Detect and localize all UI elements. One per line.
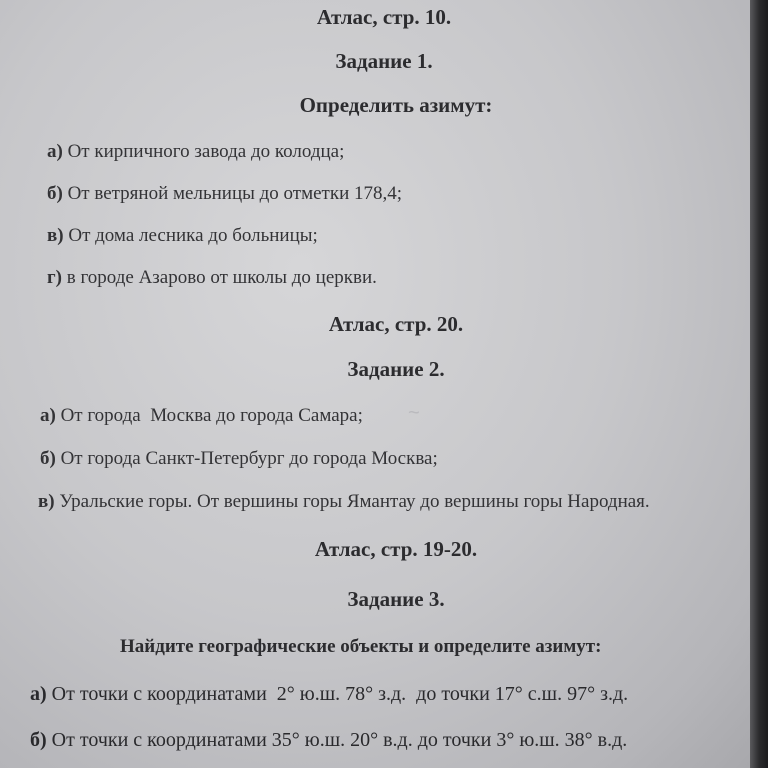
section1-item-a	[47, 141, 344, 163]
item-text: От города Санкт-Петербург до города Москва;	[55, 448, 438, 469]
section3-task-heading: Задание 3.	[347, 587, 445, 611]
section2-item-b	[40, 448, 438, 470]
section1-task-heading: Задание 1.	[335, 49, 433, 73]
section2-atlas-heading: Атлас, стр. 20.	[328, 312, 464, 336]
item-text: в городе Азарово от школы до церкви.	[61, 267, 377, 288]
item-text: От кирпичного завода до колодца;	[62, 141, 345, 162]
item-label: а)	[30, 683, 47, 705]
item-text: От ветряной мельницы до отметки 178,4;	[62, 183, 403, 204]
item-label: а)	[40, 405, 56, 426]
section2-item-a	[40, 405, 363, 427]
section3-item-a	[30, 683, 628, 705]
item-label: б)	[40, 448, 56, 469]
item-label: б)	[47, 183, 63, 204]
item-text: От точки с координатами 35° ю.ш. 20° в.д. до точки 3° ю.ш. 38° в.д.	[46, 729, 628, 751]
section3-item-b	[30, 729, 627, 751]
item-label: в)	[38, 491, 55, 512]
section1-atlas-heading: Атлас, стр. 10.	[316, 5, 452, 29]
section1-item-b	[47, 183, 402, 205]
section1-item-c	[47, 225, 318, 247]
item-text: Уральские горы. От вершины горы Ямантау до вершины горы Народная.	[54, 491, 650, 512]
item-text: От дома лесника до больницы;	[63, 225, 318, 246]
section2-item-c	[38, 491, 650, 513]
item-label: б)	[30, 729, 47, 751]
section1-instruction: Определить азимут:	[299, 93, 493, 117]
section3-atlas-heading: Атлас, стр. 19-20.	[314, 537, 478, 561]
item-text: От города Москва до города Самара;	[55, 405, 363, 426]
faint-pencil-mark: ~	[408, 402, 420, 424]
item-label: в)	[47, 225, 64, 246]
section1-item-d	[47, 267, 377, 289]
section2-task-heading: Задание 2.	[347, 357, 445, 381]
item-label: г)	[47, 267, 62, 288]
item-text: От точки с координатами 2° ю.ш. 78° з.д. до точки 17° с.ш. 97° з.д.	[46, 683, 629, 705]
section3-instruction: Найдите географические объекты и определите азимут:	[120, 636, 602, 657]
item-label: а)	[47, 141, 63, 162]
